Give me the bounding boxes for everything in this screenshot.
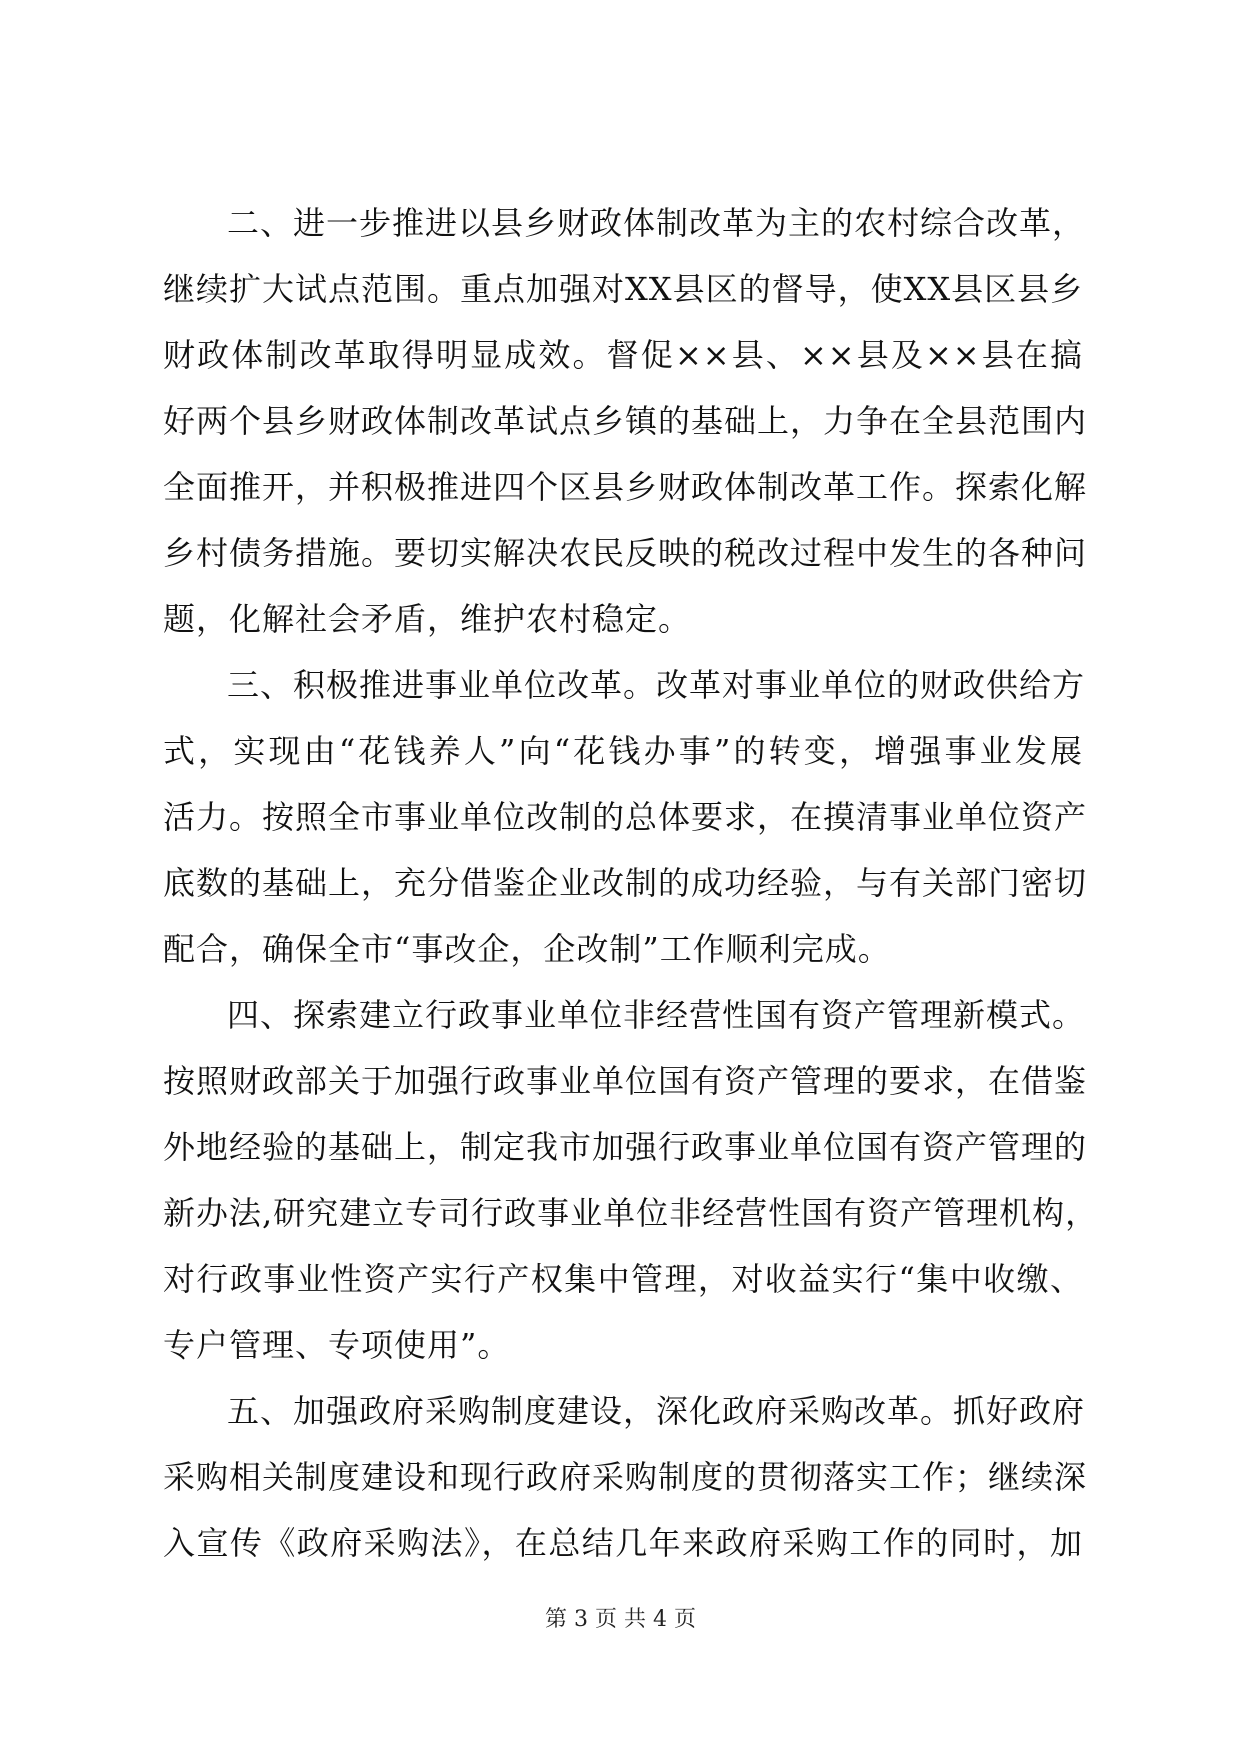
text-line: 新办法,研究建立专司行政事业单位非经营性国有资产管理机构， <box>163 1194 1099 1232</box>
text-line: 外地经验的基础上，制定我市加强行政事业单位国有资产管理的 <box>163 1128 1088 1166</box>
text-line: 四、探索建立行政事业单位非经营性国有资产管理新模式。 <box>227 996 1086 1034</box>
text-line: 底数的基础上，充分借鉴企业改制的成功经验，与有关部门密切 <box>163 864 1088 902</box>
text-line: 继续扩大试点范围。重点加强对XX县区的督导，使XX县区县乡 <box>163 270 1084 308</box>
paragraph-4 <box>163 1378 1088 1576</box>
text-line: 三、积极推进事业单位改革。改革对事业单位的财政供给方 <box>227 666 1086 704</box>
text-line: 活力。按照全市事业单位改制的总体要求，在摸清事业单位资产 <box>163 798 1088 836</box>
text-line: 对行政事业性资产实行产权集中管理，对收益实行“集中收缴、 <box>163 1260 1083 1298</box>
text-line: 题，化解社会矛盾，维护农村稳定。 <box>163 600 692 638</box>
text-line: 式，实现由“花钱养人”向“花钱办事”的转变，增强事业发展 <box>163 732 1083 770</box>
text-line: 采购相关制度建设和现行政府采购制度的贯彻落实工作；继续深 <box>163 1458 1088 1496</box>
text-line: 入宣传《政府采购法》，在总结几年来政府采购工作的同时，加 <box>163 1524 1083 1562</box>
text-line: 配合，确保全市“事改企，企改制”工作顺利完成。 <box>163 930 891 968</box>
text-line: 五、加强政府采购制度建设，深化政府采购改革。抓好政府 <box>227 1392 1086 1430</box>
text-line: 专户管理、专项使用”。 <box>163 1326 511 1364</box>
page-number-footer: 第 3 页 共 4 页 <box>545 1607 696 1632</box>
document-body <box>163 190 1099 1576</box>
text-line: 全面推开，并积极推进四个区县乡财政体制改革工作。探索化解 <box>163 468 1088 506</box>
text-line: 好两个县乡财政体制改革试点乡镇的基础上，力争在全县范围内 <box>163 402 1088 440</box>
text-line: 二、进一步推进以县乡财政体制改革为主的农村综合改革， <box>227 204 1086 242</box>
text-line: 财政体制改革取得明显成效。督促××县、××县及××县在搞 <box>163 336 1083 374</box>
text-line: 乡村债务措施。要切实解决农民反映的税改过程中发生的各种问 <box>163 534 1088 572</box>
text-line: 按照财政部关于加强行政事业单位国有资产管理的要求，在借鉴 <box>163 1062 1088 1100</box>
paragraph-2 <box>163 652 1088 982</box>
paragraph-1 <box>163 190 1088 652</box>
paragraph-3 <box>163 982 1099 1378</box>
